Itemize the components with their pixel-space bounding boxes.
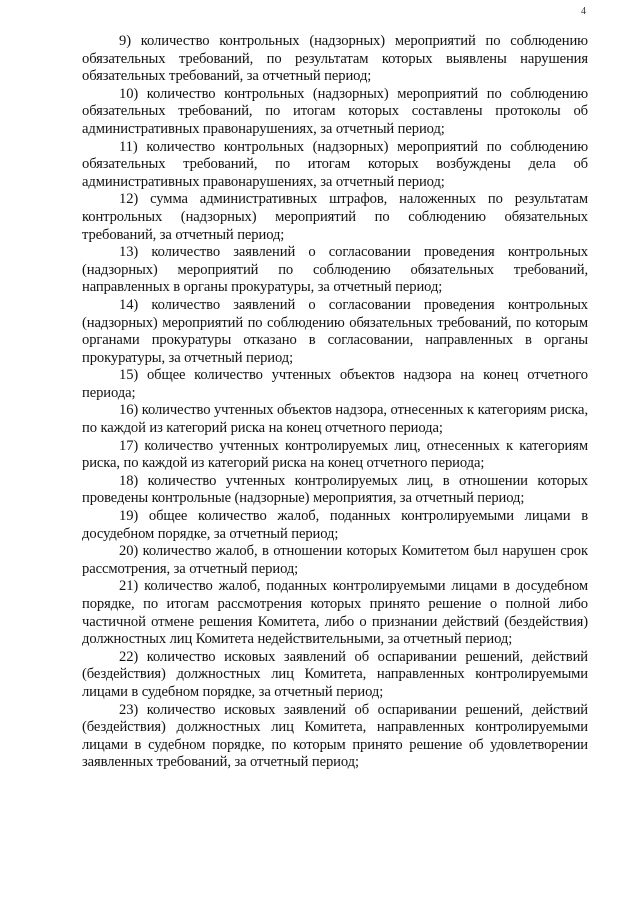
list-item-20: 20) количество жалоб, в отношении которых Комитетом был нарушен срок рассмотрения, за отчетный период;	[82, 543, 588, 577]
list-item-12: 12) сумма административных штрафов, наложенных по результатам контрольных (надзорных) мероприятий по соблюдению обязательных требований, за отчетный период;	[82, 191, 588, 243]
list-item-10: 10) количество контрольных (надзорных) мероприятий по соблюдению обязательных требований, по итогам которых составлены протоколы об административных правонарушениях, за отчетный период;	[82, 85, 588, 137]
list-item-21: 21) количество жалоб, поданных контролируемыми лицами в досудебном порядке, по итогам рассмотрения которых принято решение о полной либо частичной отмене решения Комитета, либо о признании действий (бездействия) должностных лиц Комитета недействительными, за отчетный период;	[82, 578, 588, 648]
list-item-23: 23) количество исковых заявлений об оспаривании решений, действий (бездействия) должностных лиц Комитета, направленных контролируемыми лицами в судебном порядке, по которым принято решение об удовлетворении заявленных требований, за отчетный период;	[82, 701, 588, 771]
list-item-14: 14) количество заявлений о согласовании проведения контрольных (надзорных) мероприятий по соблюдению обязательных требований, по которым органами прокуратуры отказано в согласовании, направленных в органы прокуратуры, за отчетный период;	[82, 296, 588, 366]
list-item-9: 9) количество контрольных (надзорных) мероприятий по соблюдению обязательных требований, по результатам которых выявлены нарушения обязательных требований, за отчетный период;	[82, 33, 588, 85]
list-item-16: 16) количество учтенных объектов надзора, отнесенных к категориям риска, по каждой из категорий риска на конец отчетного периода;	[82, 402, 588, 437]
list-item-19: 19) общее количество жалоб, поданных контролируемыми лицами в досудебном порядке, за отчетный период;	[82, 508, 588, 542]
list-item-17: 17) количество учтенных контролируемых лиц, отнесенных к категориям риска, по каждой из категорий риска на конец отчетного периода;	[82, 437, 588, 472]
page-number: 4	[581, 6, 586, 17]
list-item-13: 13) количество заявлений о согласовании проведения контрольных (надзорных) мероприятий по соблюдению обязательных требований, направленных в органы прокуратуры, за отчетный период;	[82, 244, 588, 296]
list-item-22: 22) количество исковых заявлений об оспаривании решений, действий (бездействия) должностных лиц Комитета, направленных контролируемыми лицами в судебном порядке, за отчетный период;	[82, 648, 588, 700]
list-item-15: 15) общее количество учтенных объектов надзора на конец отчетного периода;	[82, 367, 588, 401]
document-body	[82, 33, 588, 772]
list-item-11: 11) количество контрольных (надзорных) мероприятий по соблюдению обязательных требований, по итогам которых возбуждены дела об административных правонарушениях, за отчетный период;	[82, 138, 588, 190]
list-item-18: 18) количество учтенных контролируемых лиц, в отношении которых проведены контрольные (надзорные) мероприятия, за отчетный период;	[82, 472, 588, 507]
